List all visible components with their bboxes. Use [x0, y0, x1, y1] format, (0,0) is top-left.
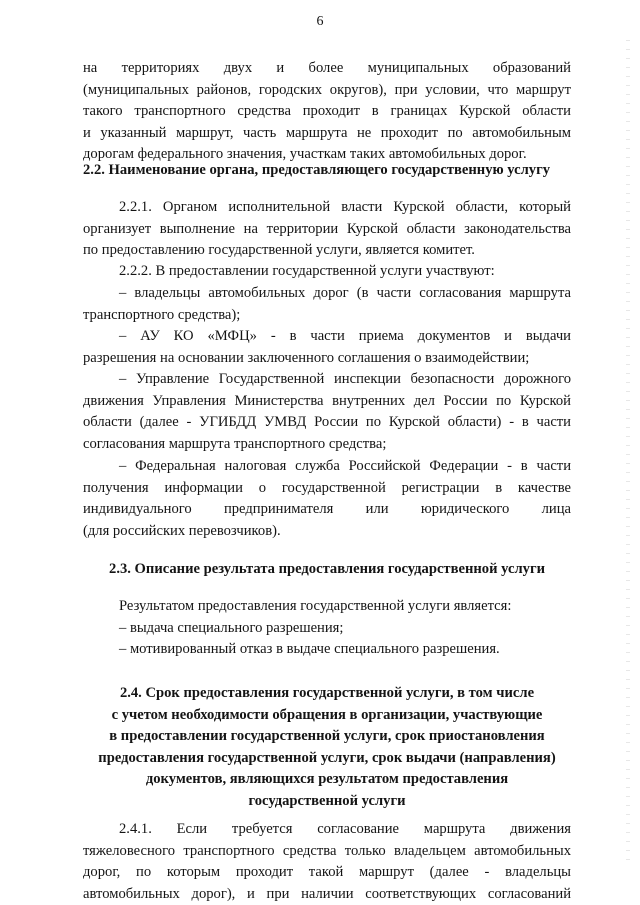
text-line: согласования маршрута транспортного средства;: [83, 435, 387, 452]
text-line: Результатом предоставления государственной услуги является:: [119, 598, 512, 614]
text-line: и указанный маршрут, часть маршрута не проходит по автомобильным: [83, 124, 571, 141]
text-line: – владельцы автомобильных дорог (в части согласования маршрута: [119, 285, 571, 301]
heading-line: документов, являющихся результатом предоставления: [145, 771, 509, 788]
text-line: – выдача специального разрешения;: [119, 620, 344, 636]
text-line: по предоставлению государственной услуги, является комитет.: [83, 242, 475, 259]
paragraph-2-4-1: [83, 819, 571, 905]
scan-margin-marks: [626, 40, 630, 860]
text-line: автомобильных дорог), и при наличии соответствующих согласований: [83, 885, 571, 902]
section-heading-2-3: 2.3. Описание результата предоставления государственной услуги: [109, 561, 545, 577]
text-line: движения Управления Министерства внутренних дел России по Курской: [83, 392, 571, 409]
text-line: организует выполнение на территории Курской области законодательства: [83, 220, 571, 237]
text-line: области (далее - УГИБДД УМВД России по Курской области) - в части: [83, 414, 571, 431]
text-line: 2.4.1. Если требуется согласование маршрута движения: [119, 821, 571, 837]
text-line: транспортного средства);: [83, 306, 241, 323]
section-heading-2-4: [83, 683, 571, 813]
text-line: тяжеловесного транспортного средства только владельцем автомобильных: [83, 842, 571, 859]
text-line: – мотивированный отказ в выдаче специального разрешения.: [119, 641, 500, 657]
list-item-tax-service: [83, 456, 571, 542]
text-line: – Управление Государственной инспекции безопасности дорожного: [119, 371, 571, 387]
text-line: дорогам федерального значения, участкам таких автомобильных дорог.: [83, 146, 527, 163]
list-item-permit: [83, 618, 571, 640]
text-line: 2.2.2. В предоставлении государственной услуги участвуют:: [119, 263, 495, 279]
heading-line: с учетом необходимости обращения в организации, участвующие: [111, 706, 543, 723]
list-item-refusal: [83, 639, 571, 661]
heading-line: предоставления государственной услуги, срок выдачи (направления): [98, 749, 556, 766]
paragraph-2-2-2: [83, 261, 571, 283]
paragraph-2-3: [83, 596, 571, 618]
text-line: – Федеральная налоговая служба Российской Федерации - в части: [119, 458, 571, 474]
text-line: индивидуального предпринимателя или юридического лица: [83, 501, 571, 518]
text-line: дорог, по которым проходит такой маршрут (далее - владельцы: [83, 864, 571, 881]
paragraph-2-2-1: [83, 197, 571, 262]
text-line: такого транспортного средства проходит в границах Курской области: [83, 103, 571, 120]
text-line: разрешения на основании заключенного соглашения о взаимодействии;: [83, 349, 530, 366]
heading-line: в предоставлении государственной услуги, срок приостановления: [109, 728, 545, 745]
list-item-gibdd: [83, 369, 571, 455]
heading-line: государственной услуги: [248, 792, 406, 809]
text-line: (для российских перевозчиков).: [83, 522, 281, 539]
text-line: на территориях двух и более муниципальных образований: [83, 60, 571, 76]
section-heading-2-2: 2.2. Наименование органа, предоставляющего государственную услугу: [83, 162, 551, 178]
text-line: (муниципальных районов, городских округов), при условии, что маршрут: [83, 81, 571, 98]
text-line: получения информации о государственной регистрации в качестве: [83, 479, 571, 496]
heading-line: 2.4. Срок предоставления государственной услуги, в том числе: [119, 685, 535, 701]
paragraph-intro: [83, 58, 571, 166]
page-number: 6: [316, 14, 324, 29]
text-line: 2.2.1. Органом исполнительной власти Курской области, который: [119, 199, 571, 215]
list-item-road-owners: [83, 283, 571, 326]
text-line: – АУ КО «МФЦ» - в части приема документов и выдачи: [119, 328, 571, 344]
list-item-mfc: [83, 326, 571, 369]
